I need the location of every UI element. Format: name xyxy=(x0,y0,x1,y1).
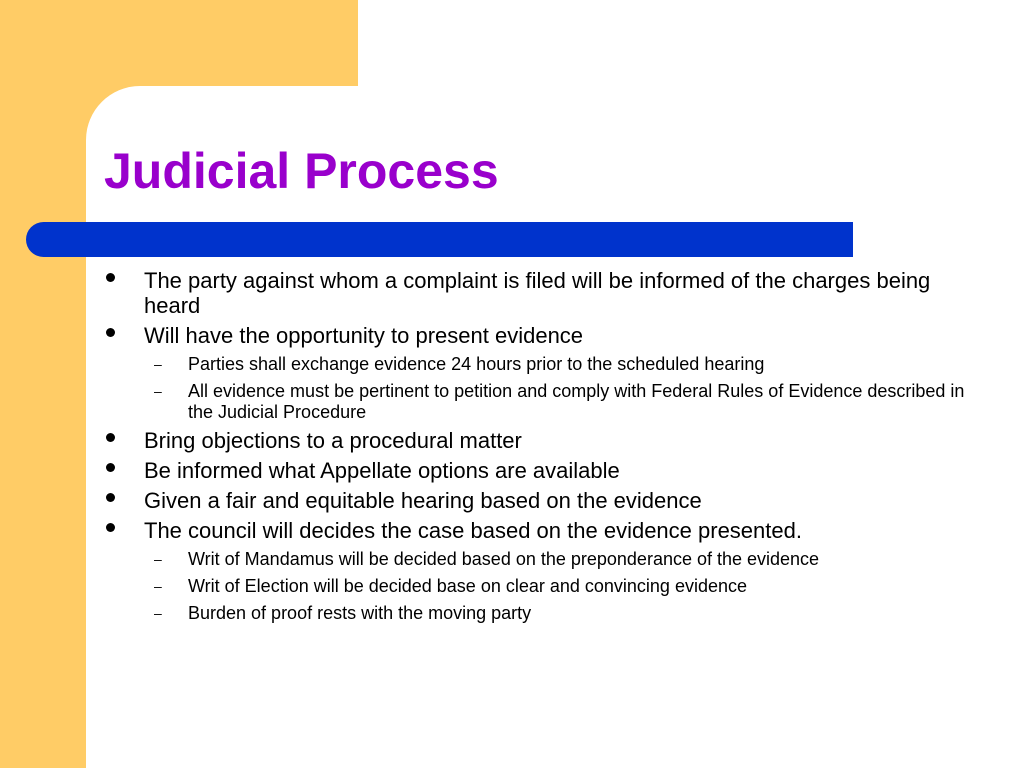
sub-bullet-text: All evidence must be pertinent to petition and comply with Federal Rules of Evidence described in the Judicial Procedure xyxy=(188,381,965,422)
bullet-list xyxy=(104,266,984,624)
sub-bullet-item xyxy=(104,603,984,624)
bullet-text: The party against whom a complaint is filed will be informed of the charges being heard xyxy=(144,268,931,318)
bullet-text: Will have the opportunity to present evidence xyxy=(144,323,584,348)
bullet-item xyxy=(104,518,984,543)
bullet-dot-icon xyxy=(106,273,115,282)
bullet-dot-icon xyxy=(106,523,115,532)
dash-icon: – xyxy=(154,356,162,372)
sub-bullet-item xyxy=(104,576,984,597)
bullet-text: Given a fair and equitable hearing based on the evidence xyxy=(144,488,702,513)
dash-icon: – xyxy=(154,605,162,621)
bullet-item xyxy=(104,488,984,513)
bullet-text: Be informed what Appellate options are available xyxy=(144,458,620,483)
bullet-dot-icon xyxy=(106,433,115,442)
sub-bullet-item xyxy=(104,354,984,375)
bullet-item xyxy=(104,323,984,348)
sub-bullet-item xyxy=(104,381,984,423)
bullet-item xyxy=(104,268,984,318)
bullet-text: Bring objections to a procedural matter xyxy=(144,428,522,453)
sub-bullet-text: Burden of proof rests with the moving party xyxy=(188,603,532,623)
bullet-item xyxy=(104,458,984,483)
sub-bullet-text: Writ of Mandamus will be decided based on the preponderance of the evidence xyxy=(188,549,820,569)
bullet-dot-icon xyxy=(106,328,115,337)
sub-bullet-text: Writ of Election will be decided base on clear and convincing evidence xyxy=(188,576,747,596)
slide-title: Judicial Process xyxy=(104,143,499,199)
dash-icon: – xyxy=(154,383,162,399)
sub-bullet-item xyxy=(104,549,984,570)
dash-icon: – xyxy=(154,578,162,594)
bullet-item xyxy=(104,428,984,453)
sub-bullet-text: Parties shall exchange evidence 24 hours prior to the scheduled hearing xyxy=(188,354,765,374)
bullet-dot-icon xyxy=(106,463,115,472)
dash-icon: – xyxy=(154,551,162,567)
bullet-dot-icon xyxy=(106,493,115,502)
title-underline-bar xyxy=(26,222,853,257)
bullet-text: The council will decides the case based on the evidence presented. xyxy=(144,518,802,543)
